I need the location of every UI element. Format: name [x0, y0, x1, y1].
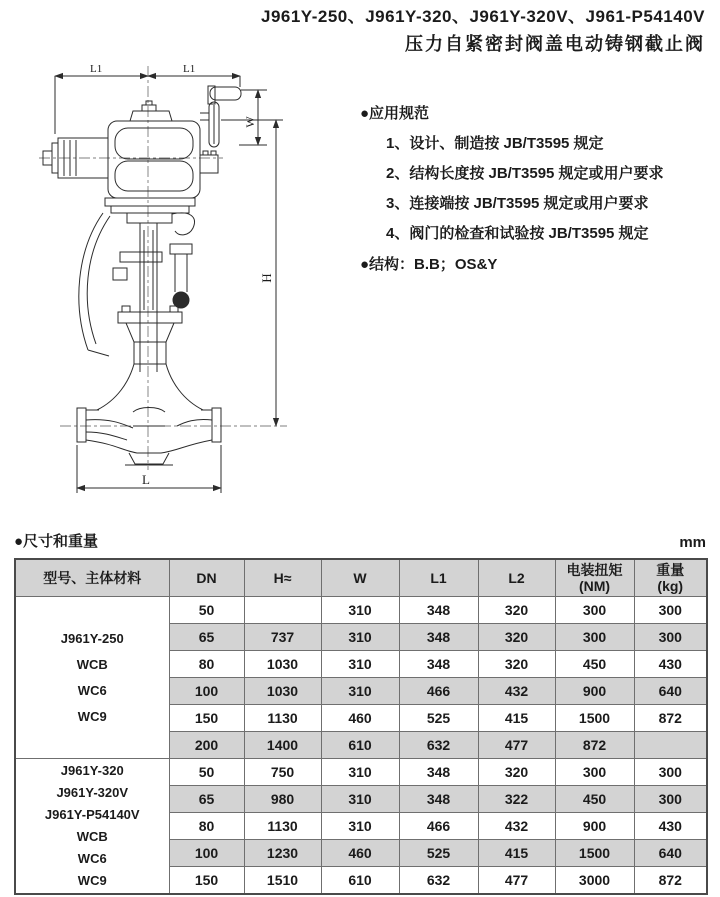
dimension-cell: 466 — [399, 813, 478, 840]
dimension-cell: 50 — [169, 759, 244, 786]
specs-section-title: ●应用规范 — [360, 105, 430, 122]
dimension-cell: 430 — [634, 813, 707, 840]
page-title-product: 压力自紧密封阀盖电动铸钢截止阀 — [405, 34, 705, 54]
dimension-cell: 432 — [478, 678, 555, 705]
dimension-cell: 150 — [169, 705, 244, 732]
page-title-models: J961Y-250、J961Y-320、J961Y-320V、J961-P54140V — [260, 7, 705, 26]
dimension-cell: 460 — [321, 705, 399, 732]
dimension-cell: 1130 — [244, 705, 321, 732]
dimensions-heading: ●尺寸和重量 — [14, 533, 99, 550]
table-row — [15, 597, 707, 624]
dimension-cell: 450 — [555, 651, 634, 678]
dimension-cell: 415 — [478, 840, 555, 867]
dimension-cell: 872 — [634, 867, 707, 895]
dim-h — [221, 120, 283, 426]
dimension-cell: 320 — [478, 624, 555, 651]
dim-label-l1-left: L1 — [90, 63, 103, 75]
dimension-cell: 310 — [321, 624, 399, 651]
column-header: L2 — [478, 559, 555, 597]
dimension-cell: 310 — [321, 786, 399, 813]
column-header: 型号、主体材料 — [15, 559, 169, 597]
dimension-cell: 80 — [169, 651, 244, 678]
dimension-cell: 300 — [634, 597, 707, 624]
dimension-cell: 150 — [169, 867, 244, 895]
column-header: H≈ — [244, 559, 321, 597]
dim-label-w: W — [243, 116, 257, 128]
dimension-cell: 65 — [169, 624, 244, 651]
dimension-cell: 348 — [399, 597, 478, 624]
spec-item-3: 3、连接端按 JB/T3595 规定或用户要求 — [386, 195, 649, 212]
dimension-cell: 900 — [555, 813, 634, 840]
terminal-box — [200, 151, 218, 173]
dimension-cell: 320 — [478, 597, 555, 624]
dimension-cell: 466 — [399, 678, 478, 705]
dimension-cell: 320 — [478, 651, 555, 678]
page-title — [261, 5, 705, 57]
dimension-cell: 320 — [478, 759, 555, 786]
dimension-cell: 1030 — [244, 651, 321, 678]
yoke-and-stem — [79, 213, 195, 372]
dimension-cell: 477 — [478, 732, 555, 759]
dimension-cell: 65 — [169, 786, 244, 813]
handwheel-crank — [200, 86, 241, 147]
column-header: 电装扭矩 (NM) — [555, 559, 634, 597]
dimensions-table — [14, 558, 708, 895]
dimension-cell: 322 — [478, 786, 555, 813]
dimension-cell — [244, 597, 321, 624]
column-header: L1 — [399, 559, 478, 597]
dimension-cell: 310 — [321, 813, 399, 840]
dimension-cell: 300 — [555, 597, 634, 624]
dimension-cell: 980 — [244, 786, 321, 813]
dimension-cell: 300 — [634, 786, 707, 813]
table-header-row — [15, 559, 707, 597]
dimension-cell: 415 — [478, 705, 555, 732]
dimension-cell: 348 — [399, 651, 478, 678]
valve-drawing-svg — [25, 60, 345, 535]
dimension-cell: 432 — [478, 813, 555, 840]
structure-note: ●结构：B.B；OS&Y — [360, 256, 498, 273]
bonnet — [97, 306, 203, 410]
dimension-cell: 348 — [399, 786, 478, 813]
dimension-cell: 348 — [399, 624, 478, 651]
dimension-cell: 3000 — [555, 867, 634, 895]
unit-label: mm — [679, 534, 706, 551]
column-header: 重量 (kg) — [634, 559, 707, 597]
dimension-cell: 450 — [555, 786, 634, 813]
dimension-cell: 310 — [321, 651, 399, 678]
model-material-cell: J961Y-320 J961Y-320V J961Y-P54140V WCB WC6 WC9 — [15, 759, 169, 895]
electric-actuator — [105, 101, 200, 213]
spec-item-4: 4、阀门的检查和试验按 JB/T3595 规定 — [386, 225, 649, 242]
dimension-cell: 300 — [555, 624, 634, 651]
dimension-cell: 872 — [634, 705, 707, 732]
dimension-cell: 1230 — [244, 840, 321, 867]
dimension-cell: 100 — [169, 840, 244, 867]
dimension-cell: 632 — [399, 867, 478, 895]
dimension-cell: 300 — [555, 759, 634, 786]
dimension-cell: 872 — [555, 732, 634, 759]
dimension-cell: 430 — [634, 651, 707, 678]
dimension-cell: 610 — [321, 732, 399, 759]
model-material-cell: J961Y-250 WCB WC6 WC9 — [15, 597, 169, 759]
dimension-cell: 460 — [321, 840, 399, 867]
dim-label-h: H — [259, 273, 274, 283]
dimension-cell: 80 — [169, 813, 244, 840]
dimension-cell: 1400 — [244, 732, 321, 759]
dimension-cell: 525 — [399, 840, 478, 867]
dimension-cell: 525 — [399, 705, 478, 732]
dimension-cell: 610 — [321, 867, 399, 895]
dimension-cell: 310 — [321, 678, 399, 705]
valve-body — [77, 408, 221, 466]
dimension-cell: 640 — [634, 840, 707, 867]
valve-technical-drawing — [25, 60, 345, 540]
dimension-cell: 1500 — [555, 705, 634, 732]
spec-item-2: 2、结构长度按 JB/T3595 规定或用户要求 — [386, 165, 664, 182]
dimension-cell: 1130 — [244, 813, 321, 840]
dimension-cell: 310 — [321, 759, 399, 786]
dimension-cell: 1030 — [244, 678, 321, 705]
dimension-cell: 737 — [244, 624, 321, 651]
dimension-cell: 50 — [169, 597, 244, 624]
dimension-cell: 348 — [399, 759, 478, 786]
dimension-cell: 750 — [244, 759, 321, 786]
dimension-cell: 477 — [478, 867, 555, 895]
motor — [43, 138, 108, 178]
dimension-cell — [634, 732, 707, 759]
dimension-cell: 632 — [399, 732, 478, 759]
column-header: DN — [169, 559, 244, 597]
dimension-cell: 300 — [634, 624, 707, 651]
spec-item-1: 1、设计、制造按 JB/T3595 规定 — [386, 135, 604, 152]
dimension-cell: 100 — [169, 678, 244, 705]
table-row — [15, 759, 707, 786]
column-header: W — [321, 559, 399, 597]
dim-label-l: L — [142, 472, 150, 487]
dimension-cell: 1510 — [244, 867, 321, 895]
table-body — [15, 597, 707, 895]
application-specs — [360, 104, 712, 275]
dimension-cell: 640 — [634, 678, 707, 705]
dimension-cell: 300 — [634, 759, 707, 786]
dimension-cell: 900 — [555, 678, 634, 705]
dimension-cell: 310 — [321, 597, 399, 624]
dimension-cell: 200 — [169, 732, 244, 759]
dimensions-section-header — [14, 530, 706, 551]
dimension-cell: 1500 — [555, 840, 634, 867]
dim-label-l1-right: L1 — [183, 63, 196, 75]
